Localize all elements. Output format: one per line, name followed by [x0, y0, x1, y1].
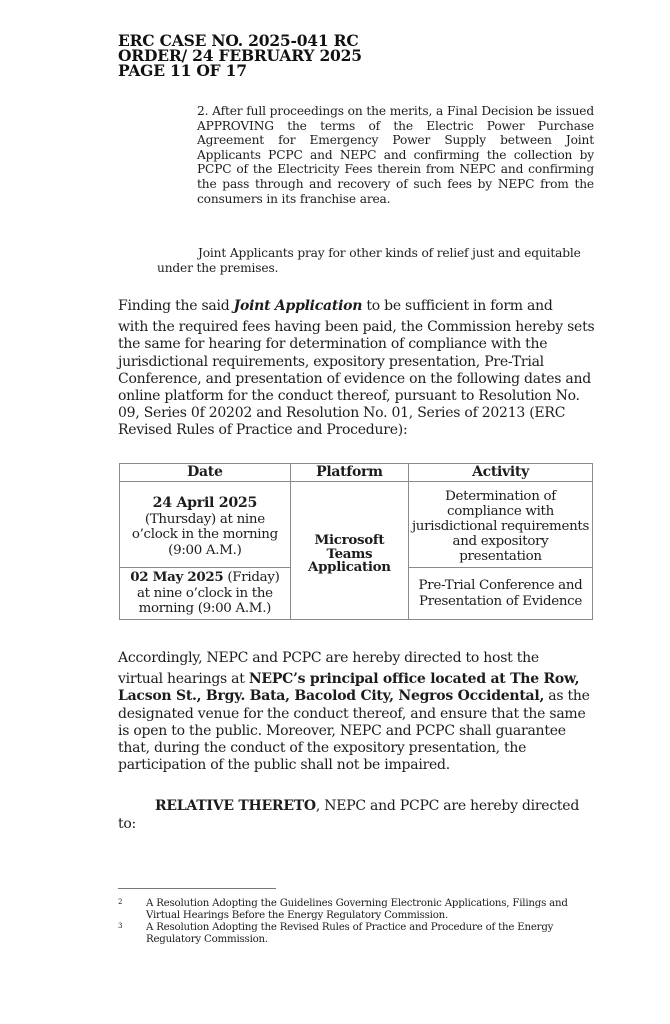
footnote-number: 2 [118, 898, 123, 906]
venue-address: NEPC’s principal office located at The Row, Lacson St., Brgy. Bata, Bacolod City, Negros Occidental, [118, 671, 580, 705]
date-bold: 02 May 2025 [130, 569, 224, 586]
platform-name: Microsoft Teams Application [307, 532, 391, 575]
platform-cell [290, 482, 408, 620]
header-date: Date [120, 464, 291, 482]
date-detail: (Friday) at nine o’clock in the morning (9:00 A.M.) [136, 570, 280, 617]
activity-cell [409, 482, 593, 568]
page-number: PAGE 11 OF 17 [118, 61, 247, 80]
activity-text: Determination of compliance with jurisdictional requirements and expository presentation [411, 489, 590, 564]
prayer-item-2: 2. After full proceedings on the merits, a Final Decision be issued APPROVING the terms of the Electric Power Purchase Agreement for Emergency Power Supply between Joint Applicants PCPC and NEPC and confirming the collection by PCPC of the Electricity Fees therein from NEPC and confirming the pass through and recovery of such fees by NEPC from the consumers in its franchise area. [197, 104, 594, 206]
activity-text: Pre-Trial Conference and Presentation of Evidence [418, 578, 583, 609]
finding-rest: with the required fees having been paid, the Commission hereby sets the same for hearing for determination of compliance with the jurisdictional requirements, expository presentation, Pre-Trial Conference, and presentation of evidence on the following dates and online platform for the conduct thereof, pursuant to Resolution No. 09, Series 0f 20202 and Resolution No. 01, Series of 20213 (ERC Revised Rules of Practice and Procedure): [118, 319, 595, 439]
date-cell [120, 482, 291, 568]
relative-thereto-bold: RELATIVE THERETO [155, 798, 316, 814]
date-detail: (Thursday) at nine o’clock in the morning (9:00 A.M.) [131, 511, 278, 558]
header-platform: Platform [290, 464, 408, 482]
prayer-other-text: Joint Applicants pray for other kinds of relief just and equitable under the premises. [157, 246, 581, 275]
header-activity: Activity [409, 464, 593, 482]
table-header-row [120, 464, 593, 482]
accordingly-post: as the designated venue for the conduct thereof, and ensure that the same is open to the public. Moreover, NEPC and PCPC shall guarantee that, during the conduct of the expository presentation, the participation of the public shall not be impaired. [118, 688, 590, 774]
case-number: ERC CASE NO. 2025-041 RC [118, 31, 359, 50]
footnote-2 [118, 898, 598, 921]
accordingly-paragraph [118, 650, 596, 774]
relative-thereto-rest: , NEPC and PCPC are hereby directed to: [118, 798, 580, 832]
prayer-other-relief [157, 246, 597, 275]
date-bold: 24 April 2025 [152, 495, 258, 511]
table-row [120, 482, 593, 568]
order-date: ORDER/ 24 FEBRUARY 2025 [118, 46, 362, 65]
footnote-divider [118, 888, 276, 889]
finding-paragraph [118, 298, 596, 440]
joint-application-emphasis: Joint Application [233, 298, 363, 314]
finding-pre: Finding the said [118, 298, 234, 314]
date-cell [120, 568, 291, 620]
footnote-text: A Resolution Adopting the Revised Rules of Practice and Procedure of the Energy Regulatory Commission. [146, 922, 554, 945]
finding-first-line [118, 298, 596, 315]
footnote-3 [118, 922, 598, 945]
document-header [118, 33, 362, 78]
footnote-text: A Resolution Adopting the Guidelines Governing Electronic Applications, Filings and Virtual Hearings Before the Energy Regulatory Commission. [146, 898, 568, 921]
accordingly-pre: virtual hearings at [118, 671, 249, 688]
hearing-schedule-table [119, 463, 593, 620]
activity-cell [409, 568, 593, 620]
finding-post: to be sufficient in form and [362, 298, 553, 314]
footnote-number: 3 [118, 922, 123, 930]
accordingly-first-line: Accordingly, NEPC and PCPC are hereby directed to host the [118, 650, 539, 666]
relative-thereto-paragraph [118, 797, 596, 833]
